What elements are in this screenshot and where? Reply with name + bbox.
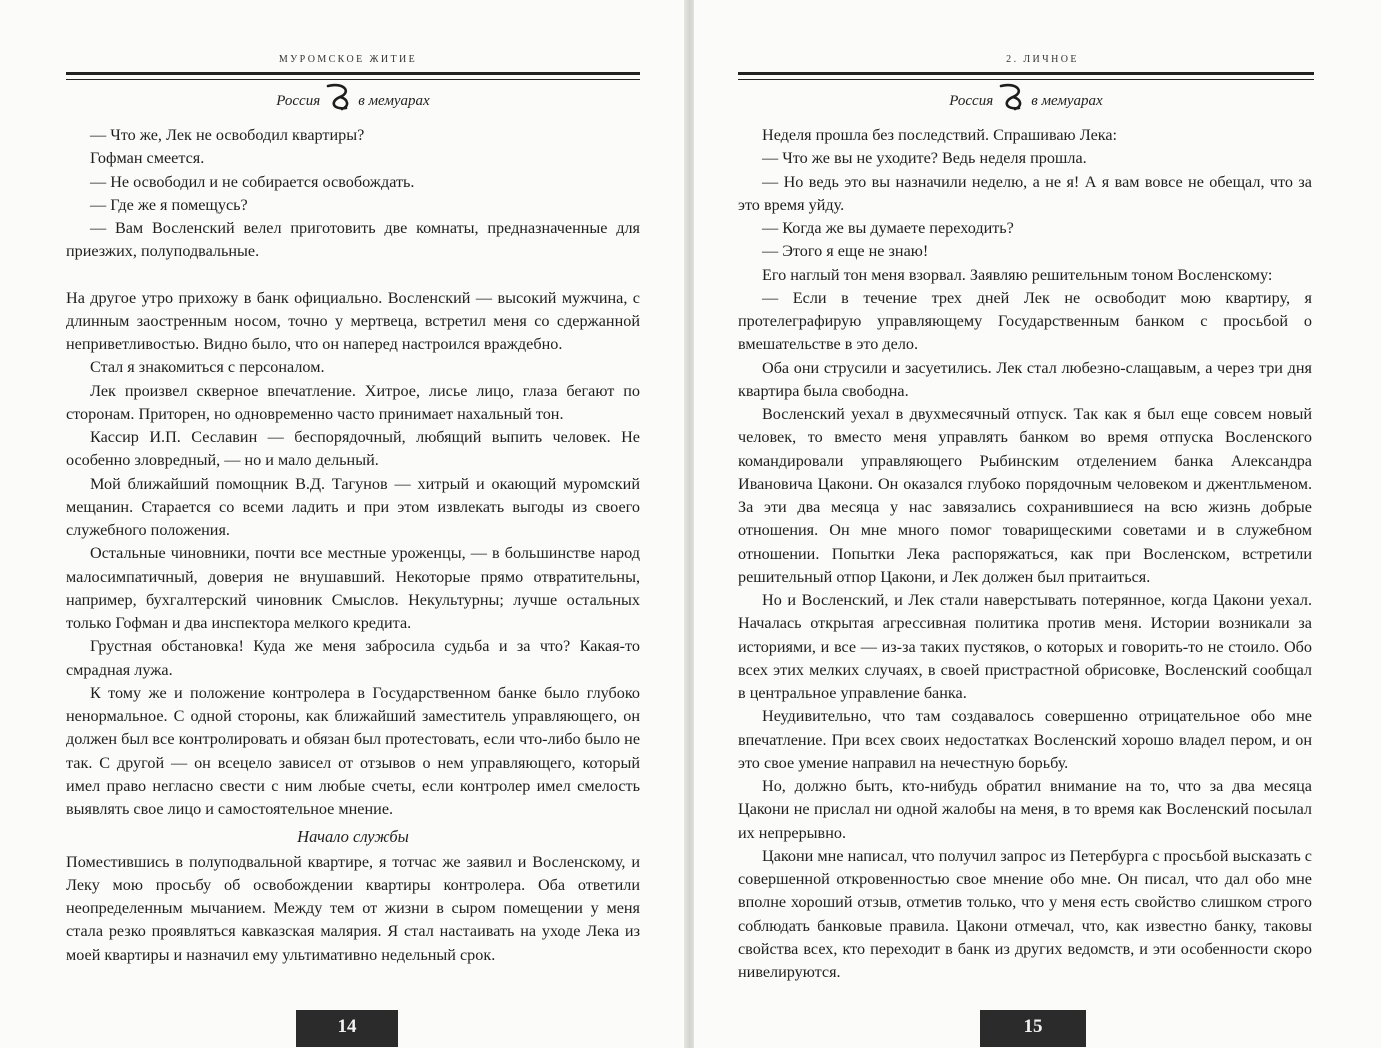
paragraph: Неделя прошла без последствий. Спрашиваю Лека:: [762, 126, 1118, 144]
paragraph: Но и Восленский, и Лек стали наверстывать потерянное, когда Цакони уехал. Началась открытая агрессивная политика против меня. Истории возникали за историями, и все — из-за таких пустяков, о которых и говорить-то не стоило. Обо всех этих мелких случаях, в своей пристрастной обрисовке, Восленский сообщал в центральное управление банка.: [738, 591, 1312, 702]
paragraph: — Этого я еще не знаю!: [762, 242, 929, 261]
paragraph: Восленский уехал в двухмесячный отпуск. Так как я был еще совсем новый человек, то вместо меня управлять банком во время отпуска Восленского командировали управляющего Рыбинским отделением банка Александра Ивановича Цакони. Он оказался глубоко порядочным человеком и джентльменом. За эти два месяца у нас завязались сохранившиеся на всю жизнь добрые отношения. Он мне много помог товарищескими советами и в служебном отношении. Попытки Лека распоряжаться, как при Восленском, встретили решительный отпор Цакони, и Лек должен был притаиться.: [738, 405, 1312, 586]
header-rule: [738, 72, 1314, 80]
paragraph: Кассир И.П. Сеславин — беспорядочный, любящий выпить человек. Не особенно зловредный, — но и мало дельный.: [66, 428, 640, 470]
paragraph: К тому же и положение контролера в Государственном банке было глубоко ненормальное. С одной стороны, как ближайший заместитель управляющего, он должен был все контролировать и обязан был протестовать, если что-либо было не так. С другой — он всецело зависел от отзывов о нем управляющего, который имел право негласно свести с ним любые счеты, если контролер имел смелость выявлять свое лицо и самостоятельное мнение.: [66, 683, 640, 818]
series-title-right: в мемуарах: [358, 92, 430, 109]
series-title-left: Россия: [276, 92, 321, 109]
paragraph: — Но ведь это вы назначили неделю, а не я! А я вам вовсе не обещал, что за это время уйду.: [738, 172, 1312, 214]
paragraph: Гофман смеется.: [90, 149, 205, 168]
paragraph: Поместившись в полуподвальной квартире, я тотчас же заявил и Восленскому, и Леку мою просьбу об освобождении квартиры контролера. Оба ответили неопределенным мычанием. Между тем от жизни в сыром помещении у меня стала резко проявляться кавказская малярия. Я стал настаивать на уходе Лека из моей квартиры и назначил ему ультимативно недельный срок.: [66, 852, 640, 964]
paragraph: — Когда же вы думаете переходить?: [762, 219, 1014, 237]
paragraph: Оба они струсили и засуетились. Лек стал любезно-слащавым, а через три дня квартира была свободна.: [738, 358, 1312, 400]
paragraph: — Вам Восленский велел приготовить две комнаты, предназначенные для приезжих, полуподвальные.: [66, 219, 640, 261]
left-body-text: [66, 124, 640, 967]
header-rule: [66, 72, 640, 80]
section-heading: Начало службы: [297, 827, 409, 847]
right-page: [694, 0, 1381, 1048]
paragraph: — Не освободил и не собирается освобождать.: [90, 172, 415, 191]
left-page: [0, 0, 686, 1048]
paragraph: Мой ближайший помощник В.Д. Тагунов — хитрый и окающий муромский мещанин. Старается со всеми ладить и при этом извлекать выгоды из своего служебного положения.: [66, 474, 640, 539]
flourish-ornament-icon: [995, 82, 1029, 112]
series-title: [66, 82, 640, 112]
paragraph: Цакони мне написал, что получил запрос из Петербурга с просьбой высказать с совершенной откровенностью свое мнение обо мне. Он писал, что дал обо мне вполне хороший отзыв, отметив только, что у меня есть свойство слишком строго соблюдать банковые правила. Цакони отмечал, что, как известно банку, таковы свойства всех, кто переходит в банк из других ведомств, и эти особенности скоро нивелируются.: [738, 846, 1312, 981]
flourish-ornament-icon: [322, 82, 356, 112]
page-number: 14: [296, 1010, 398, 1047]
paragraph: Лек произвел скверное впечатление. Хитрое, лисье лицо, глаза бегают по сторонам. Приторен, но одновременно часто принимает нахальный тон.: [66, 381, 640, 423]
paragraph: — Что же вы не уходите? Ведь неделя прошла.: [762, 149, 1087, 168]
right-body-text: [738, 124, 1312, 984]
running-head: 2. ЛИЧНОЕ: [1006, 54, 1079, 65]
paragraph: Неудивительно, что там создавалось совершенно отрицательное обо мне впечатление. При всех своих недостатках Восленский хорошо владел пером, и он это свое умение направил на нечестную борьбу.: [738, 707, 1312, 772]
paragraph: Стал я знакомиться с персоналом.: [90, 358, 325, 377]
running-head: МУРОМСКОЕ ЖИТИЕ: [278, 54, 418, 65]
paragraph: Его наглый тон меня взорвал. Заявляю решительным тоном Восленскому:: [762, 265, 1273, 284]
paragraph: На другое утро прихожу в банк официально. Восленский — высокий мужчина, с длинным заостренным носом, точно у мертвеца, встретил меня со сдержанной неприветливостью. Видно было, что он наперед настроился враждебно.: [66, 288, 640, 353]
paragraph: Но, должно быть, кто-нибудь обратил внимание на то, что за два месяца Цакони не прислал ни одной жалобы на меня, в то время как Восленский посылал их непрерывно.: [738, 777, 1312, 842]
series-title: [738, 82, 1314, 112]
paragraph: — Если в течение трех дней Лек не освободит мою квартиру, я протелеграфирую управляющему Государственным банком с просьбой о вмешательстве в это дело.: [738, 288, 1312, 354]
series-title-left: Россия: [949, 92, 994, 109]
page-number: 15: [980, 1010, 1086, 1047]
paragraph: Остальные чиновники, почти все местные уроженцы, — в большинстве народ малосимпатичный, доверия не внушавший. Некоторые прямо отвратительны, например, бухгалтерский чиновник Смыслов. Некультурны; лучше остальных только Гофман и два инспектора мелкого кредита.: [66, 544, 640, 632]
series-title-right: в мемуарах: [1031, 92, 1103, 109]
paragraph: Грустная обстановка! Куда же меня забросила судьба и за что? Какая-то смрадная лужа.: [66, 637, 640, 679]
paragraph: — Что же, Лек не освободил квартиры?: [90, 126, 365, 144]
paragraph: — Где же я помещусь?: [90, 195, 248, 214]
